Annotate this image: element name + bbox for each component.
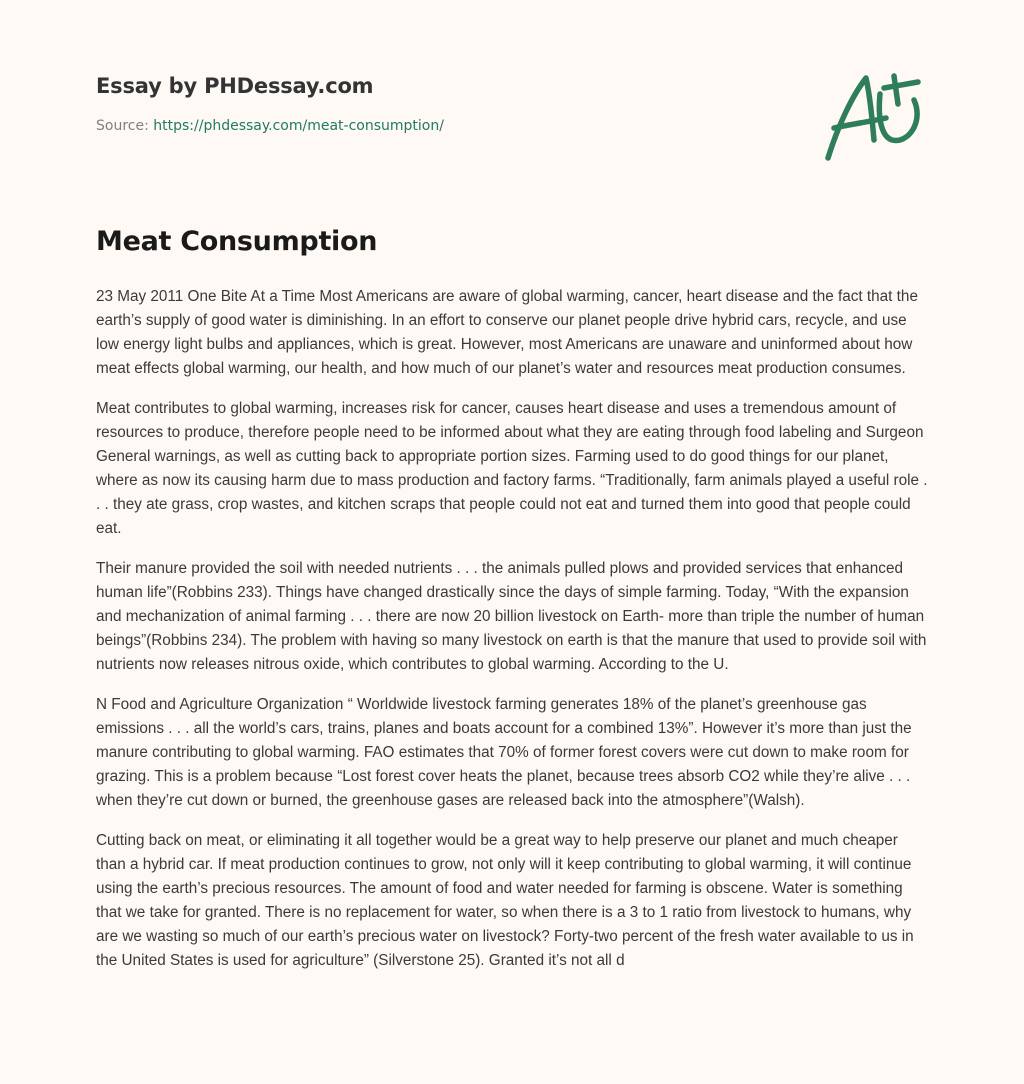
source-label: Source:	[96, 118, 149, 134]
site-title: Essay by PHDessay.com	[96, 74, 374, 98]
essay-paragraph: Their manure provided the soil with needed nutrients . . . the animals pulled plows and provided services that enhanced human life”(Robbins 233). Things have changed drastically since the days of simple farming. Today, “With the expansion and mechanization of animal farming . . . there are now 20 billion livestock on Earth- more than triple the number of human beings”(Robbins 234). The problem with having so many livestock on earth is that the manure that used to provide soil with nutrients now releases nitrous oxide, which contributes to global warming. According to the U.	[96, 560, 927, 673]
source-link[interactable]: https://phdessay.com/meat-consumption/	[153, 118, 444, 134]
essay-paragraph: N Food and Agriculture Organization “ Worldwide livestock farming generates 18% of the planet’s greenhouse gas emissions . . . all the world’s cars, trains, planes and boats account for a combined 13%”. However it’s more than just the manure contributing to global warming. FAO estimates that 70% of former forest covers were cut down to make room for grazing. This is a problem because “Lost forest cover heats the planet, because trees absorb CO2 while they’re alive . . . when they’re cut down or burned, the greenhouse gases are released back into the atmosphere”(Walsh).	[96, 696, 912, 809]
essay-paragraph: Meat contributes to global warming, increases risk for cancer, causes heart disease and uses a tremendous amount of resources to produce, therefore people need to be informed about what they are eating through food labeling and Surgeon General warnings, as well as cutting back to appropriate portion sizes. Farming used to do good things for our planet, where as now its causing harm due to mass production and factory farms. “Traditionally, farm animals played a useful role . . . they ate grass, crop wastes, and kitchen scraps that people could not eat and turned them into good that people could eat.	[96, 400, 928, 537]
essay-body	[96, 285, 928, 989]
essay-title: Meat Consumption	[96, 226, 378, 257]
page-header	[96, 74, 444, 134]
a-plus-grade-icon	[818, 66, 930, 166]
source-line	[96, 118, 444, 134]
essay-paragraph: 23 May 2011 One Bite At a Time Most Americans are aware of global warming, cancer, heart disease and the fact that the earth’s supply of good water is diminishing. In an effort to conserve our planet people drive hybrid cars, recycle, and use low energy light bulbs and appliances, which is great. However, most Americans are unaware and uninformed about how meat effects global warming, our health, and how much of our planet’s water and resources meat production consumes.	[96, 288, 918, 377]
essay-paragraph: Cutting back on meat, or eliminating it all together would be a great way to help preserve our planet and much cheaper than a hybrid car. If meat production continues to grow, not only will it keep contributing to global warming, it will continue using the earth’s precious resources. The amount of food and water needed for farming is obscene. Water is something that we take for granted. There is no replacement for water, so when there is a 3 to 1 ratio from livestock to humans, why are we wasting so much of our earth’s precious water on livestock? Forty-two percent of the fresh water available to us in the United States is used for agriculture” (Silverstone 25). Granted it’s not all d	[96, 832, 914, 969]
